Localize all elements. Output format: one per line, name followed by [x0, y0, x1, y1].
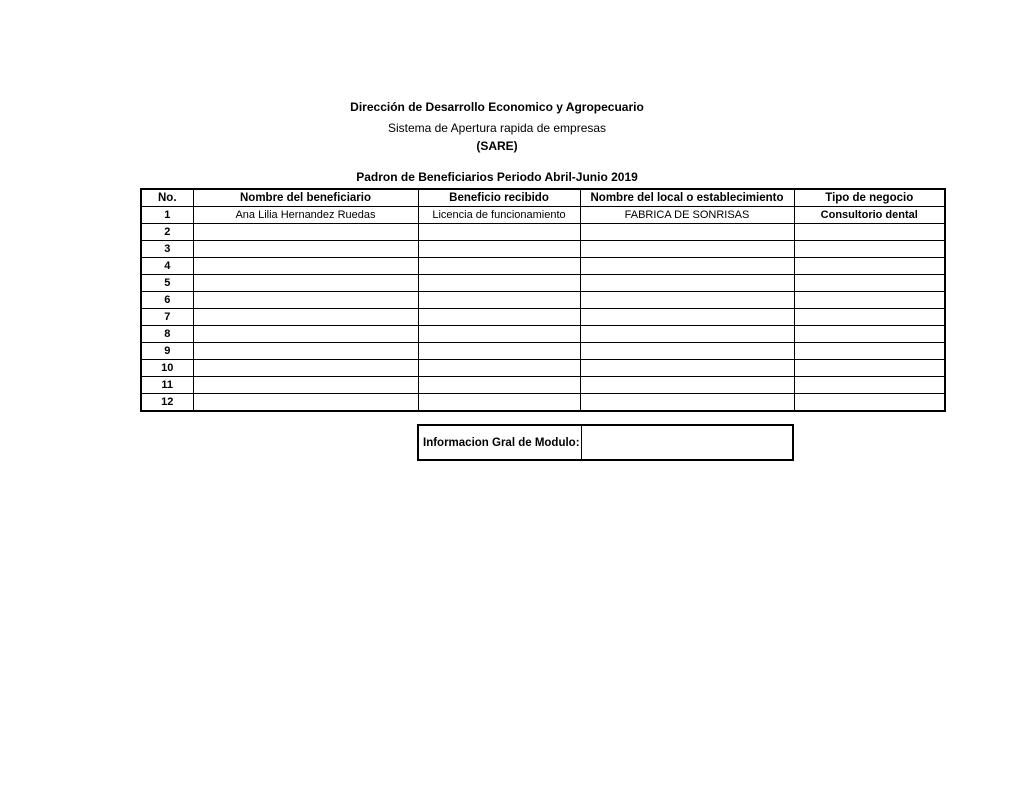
- cell-tipo: [794, 343, 945, 360]
- cell-no: 1: [141, 207, 193, 224]
- table-row: [141, 207, 945, 224]
- cell-beneficiario: [193, 343, 418, 360]
- table-row: [141, 224, 945, 241]
- cell-beneficiario: [193, 292, 418, 309]
- cell-beneficiario: [193, 275, 418, 292]
- doc-subtitle: Sistema de Apertura rapida de empresas: [387, 121, 607, 135]
- cell-no: 9: [141, 343, 193, 360]
- cell-beneficiario: [193, 241, 418, 258]
- table-row: [141, 377, 945, 394]
- cell-beneficiario: [193, 360, 418, 377]
- table-row: [141, 343, 945, 360]
- cell-tipo: [794, 292, 945, 309]
- cell-no: 6: [141, 292, 193, 309]
- cell-tipo: [794, 377, 945, 394]
- cell-local: [580, 275, 794, 292]
- col-header-tipo: Tipo de negocio: [794, 189, 945, 207]
- cell-no: 7: [141, 309, 193, 326]
- cell-no: 4: [141, 258, 193, 275]
- table-row: [141, 241, 945, 258]
- doc-acronym: (SARE): [476, 139, 518, 153]
- info-box-value: [582, 426, 792, 459]
- cell-beneficio: [418, 275, 580, 292]
- cell-beneficio: [418, 309, 580, 326]
- table-header-row: [141, 189, 945, 207]
- table-row: [141, 394, 945, 412]
- cell-beneficio: [418, 394, 580, 412]
- cell-tipo: [794, 241, 945, 258]
- cell-no: 10: [141, 360, 193, 377]
- cell-beneficiario: [193, 309, 418, 326]
- cell-beneficio: [418, 360, 580, 377]
- table-title: Padron de Beneficiarios Periodo Abril-Junio 2019: [356, 170, 638, 184]
- cell-tipo: Consultorio dental: [794, 207, 945, 224]
- cell-beneficiario: [193, 394, 418, 412]
- cell-local: [580, 377, 794, 394]
- table-row: [141, 326, 945, 343]
- info-box: [417, 424, 794, 461]
- cell-tipo: [794, 394, 945, 412]
- cell-local: [580, 292, 794, 309]
- doc-title: Dirección de Desarrollo Economico y Agropecuario: [350, 100, 644, 114]
- cell-local: [580, 224, 794, 241]
- cell-no: 11: [141, 377, 193, 394]
- col-header-local: Nombre del local o establecimiento: [580, 189, 794, 207]
- cell-beneficio: [418, 224, 580, 241]
- cell-no: 8: [141, 326, 193, 343]
- cell-local: [580, 360, 794, 377]
- cell-local: [580, 326, 794, 343]
- cell-beneficio: Licencia de funcionamiento: [418, 207, 580, 224]
- cell-no: 5: [141, 275, 193, 292]
- col-header-no: No.: [141, 189, 193, 207]
- cell-tipo: [794, 275, 945, 292]
- cell-tipo: [794, 258, 945, 275]
- cell-local: [580, 394, 794, 412]
- cell-beneficiario: [193, 224, 418, 241]
- cell-local: [580, 309, 794, 326]
- cell-no: 3: [141, 241, 193, 258]
- cell-beneficio: [418, 343, 580, 360]
- cell-beneficio: [418, 377, 580, 394]
- cell-beneficiario: [193, 258, 418, 275]
- col-header-beneficiario: Nombre del beneficiario: [193, 189, 418, 207]
- table-row: [141, 292, 945, 309]
- cell-beneficiario: Ana Lilia Hernandez Ruedas: [193, 207, 418, 224]
- cell-tipo: [794, 360, 945, 377]
- col-header-beneficio: Beneficio recibido: [418, 189, 580, 207]
- beneficiaries-table: [140, 188, 946, 412]
- cell-beneficio: [418, 258, 580, 275]
- cell-tipo: [794, 326, 945, 343]
- cell-local: [580, 241, 794, 258]
- cell-local: [580, 343, 794, 360]
- cell-beneficio: [418, 292, 580, 309]
- document-heading: [0, 100, 994, 153]
- cell-no: 2: [141, 224, 193, 241]
- table-row: [141, 360, 945, 377]
- cell-tipo: [794, 309, 945, 326]
- cell-beneficiario: [193, 377, 418, 394]
- cell-tipo: [794, 224, 945, 241]
- info-box-label: Informacion Gral de Modulo:: [419, 426, 582, 459]
- cell-local: [580, 258, 794, 275]
- table-row: [141, 258, 945, 275]
- cell-beneficiario: [193, 326, 418, 343]
- cell-beneficio: [418, 326, 580, 343]
- cell-beneficio: [418, 241, 580, 258]
- cell-local: FABRICA DE SONRISAS: [580, 207, 794, 224]
- cell-no: 12: [141, 394, 193, 412]
- table-row: [141, 275, 945, 292]
- table-row: [141, 309, 945, 326]
